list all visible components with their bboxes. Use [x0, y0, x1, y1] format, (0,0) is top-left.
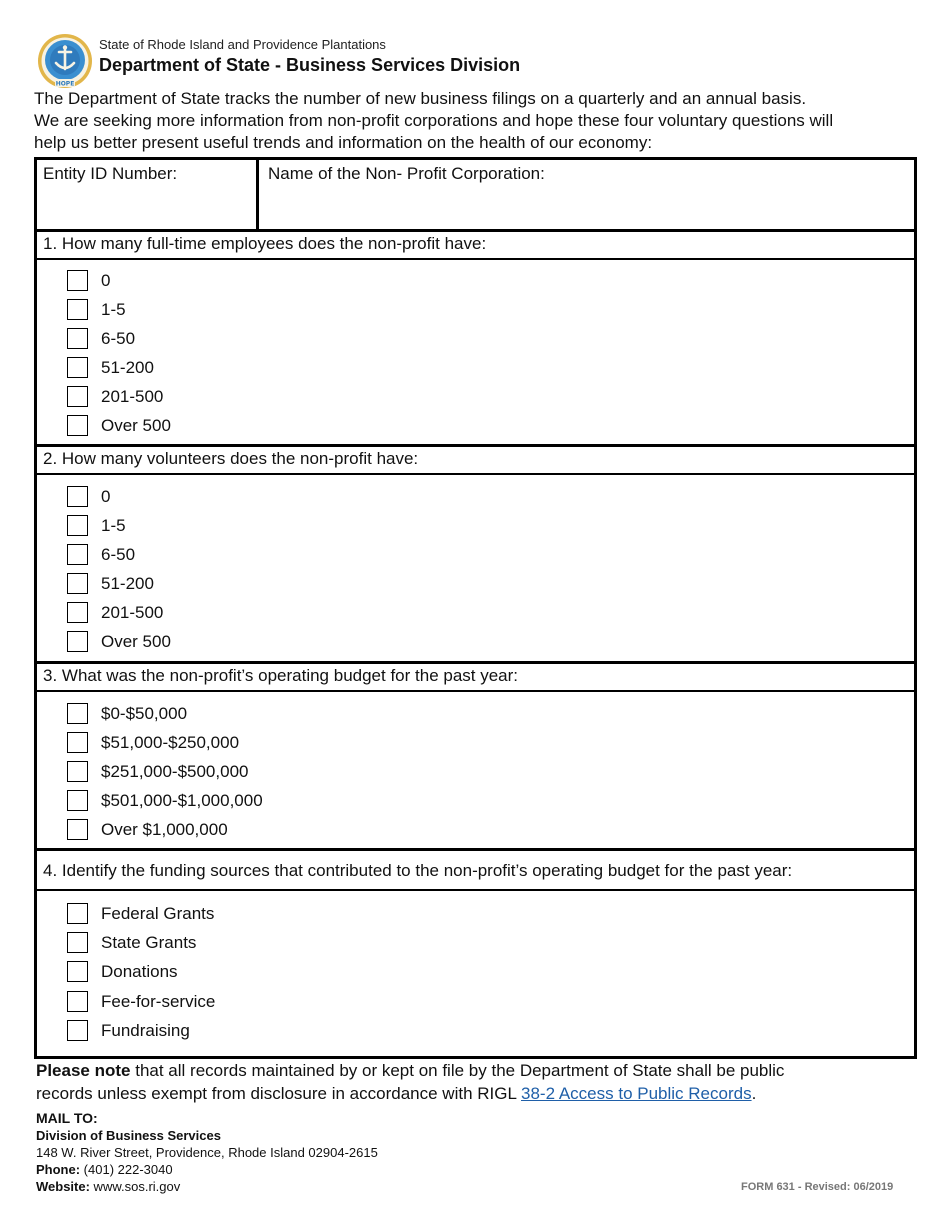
option-label: Fundraising — [101, 1021, 190, 1040]
option-label: 1-5 — [101, 300, 126, 319]
question-4-header — [37, 851, 914, 891]
website-url: www.sos.ri.gov — [89, 1179, 181, 1194]
checkbox[interactable] — [67, 573, 88, 594]
division-name: Division of Business Services — [36, 1128, 221, 1143]
form-number: FORM 631 - Revised: 06/2019 — [741, 1181, 894, 1193]
note-bold: Please note — [36, 1061, 131, 1080]
phone-label: Phone: — [36, 1162, 81, 1177]
survey-form — [34, 157, 917, 1059]
checkbox[interactable] — [67, 486, 88, 507]
question-1-header — [37, 232, 914, 260]
option-label: Fee-for-service — [101, 992, 216, 1011]
note-text: that all records maintained by or kept on file by the Department of State shall be public — [130, 1061, 785, 1080]
option-label: 201-500 — [101, 603, 164, 622]
entity-name-label: Name of the Non- Profit Corporation: — [268, 164, 545, 183]
entity-id-cell — [37, 160, 259, 229]
option-label: State Grants — [101, 933, 197, 952]
public-records-link[interactable]: 38-2 Access to Public Records — [521, 1084, 752, 1103]
entity-id-field[interactable] — [37, 191, 256, 229]
checkbox[interactable] — [67, 270, 88, 291]
checkbox[interactable] — [67, 357, 88, 378]
checkbox[interactable] — [67, 903, 88, 924]
intro-line: help us better present useful trends and information on the health of our economy: — [34, 133, 653, 152]
mail-address: 148 W. River Street, Providence, Rhode Island 02904-2615 — [36, 1145, 378, 1160]
option-label: 1-5 — [101, 516, 126, 535]
note-end: . — [751, 1084, 757, 1103]
checkbox[interactable] — [67, 415, 88, 436]
checkbox[interactable] — [67, 932, 88, 953]
option-label: Donations — [101, 962, 178, 981]
note-line-1 — [36, 1059, 926, 1082]
website-label: Website: — [36, 1179, 90, 1194]
option-label: Federal Grants — [101, 904, 215, 923]
state-seal-icon — [37, 33, 93, 89]
option-label: 201-500 — [101, 387, 164, 406]
department-title: Department of State - Business Services Division — [99, 55, 521, 75]
intro-paragraph — [34, 88, 924, 154]
phone-line — [36, 1161, 378, 1178]
option-label: 6-50 — [101, 329, 136, 348]
option-label: 51-200 — [101, 358, 154, 377]
mail-to-block — [36, 1110, 378, 1195]
checkbox[interactable] — [67, 1020, 88, 1041]
intro-line: The Department of State tracks the number of new business filings on a quarterly and an annual basis. — [34, 89, 807, 108]
page-header — [37, 33, 917, 91]
option-label: $251,000-$500,000 — [101, 762, 249, 781]
checkbox[interactable] — [67, 515, 88, 536]
option-label: $51,000-$250,000 — [101, 733, 240, 752]
checkbox[interactable] — [67, 602, 88, 623]
option-label: Over 500 — [101, 416, 171, 435]
option-label: Over $1,000,000 — [101, 820, 228, 839]
entity-name-field[interactable] — [259, 191, 914, 229]
intro-line: We are seeking more information from non-profit corporations and hope these four voluntary questions will — [34, 111, 834, 130]
question-2-text: 2. How many volunteers does the non-profit have: — [43, 449, 419, 468]
checkbox[interactable] — [67, 631, 88, 652]
seal-motto: HOPE — [55, 80, 75, 88]
question-3-text: 3. What was the non-profit’s operating budget for the past year: — [43, 666, 519, 685]
checkbox[interactable] — [67, 299, 88, 320]
checkbox[interactable] — [67, 544, 88, 565]
entity-name-cell — [259, 160, 914, 229]
checkbox[interactable] — [67, 991, 88, 1012]
checkbox[interactable] — [67, 328, 88, 349]
checkbox[interactable] — [67, 761, 88, 782]
checkbox[interactable] — [67, 386, 88, 407]
mail-to-heading: MAIL TO: — [36, 1110, 98, 1126]
option-label: $0-$50,000 — [101, 704, 188, 723]
option-label: 0 — [101, 271, 111, 290]
question-4-text: 4. Identify the funding sources that contributed to the non-profit’s operating budget for the past year: — [43, 861, 793, 880]
checkbox[interactable] — [67, 703, 88, 724]
phone-number: (401) 222-3040 — [80, 1162, 173, 1177]
checkbox[interactable] — [67, 790, 88, 811]
option-label: 51-200 — [101, 574, 154, 593]
state-name: State of Rhode Island and Providence Plantations — [99, 37, 386, 52]
checkbox[interactable] — [67, 819, 88, 840]
question-1-text: 1. How many full-time employees does the non-profit have: — [43, 234, 487, 253]
checkbox[interactable] — [67, 732, 88, 753]
question-3-header — [37, 664, 914, 692]
note-line-2 — [36, 1082, 926, 1105]
option-label: Over 500 — [101, 632, 171, 651]
checkbox[interactable] — [67, 961, 88, 982]
option-label: 0 — [101, 487, 111, 506]
entity-row — [37, 160, 914, 232]
option-label: $501,000-$1,000,000 — [101, 791, 263, 810]
note-text: records unless exempt from disclosure in accordance with RIGL — [36, 1084, 522, 1103]
question-2-header — [37, 447, 914, 475]
public-records-note — [36, 1059, 926, 1105]
option-label: 6-50 — [101, 545, 136, 564]
website-line — [36, 1178, 378, 1195]
entity-id-label: Entity ID Number: — [43, 164, 178, 183]
